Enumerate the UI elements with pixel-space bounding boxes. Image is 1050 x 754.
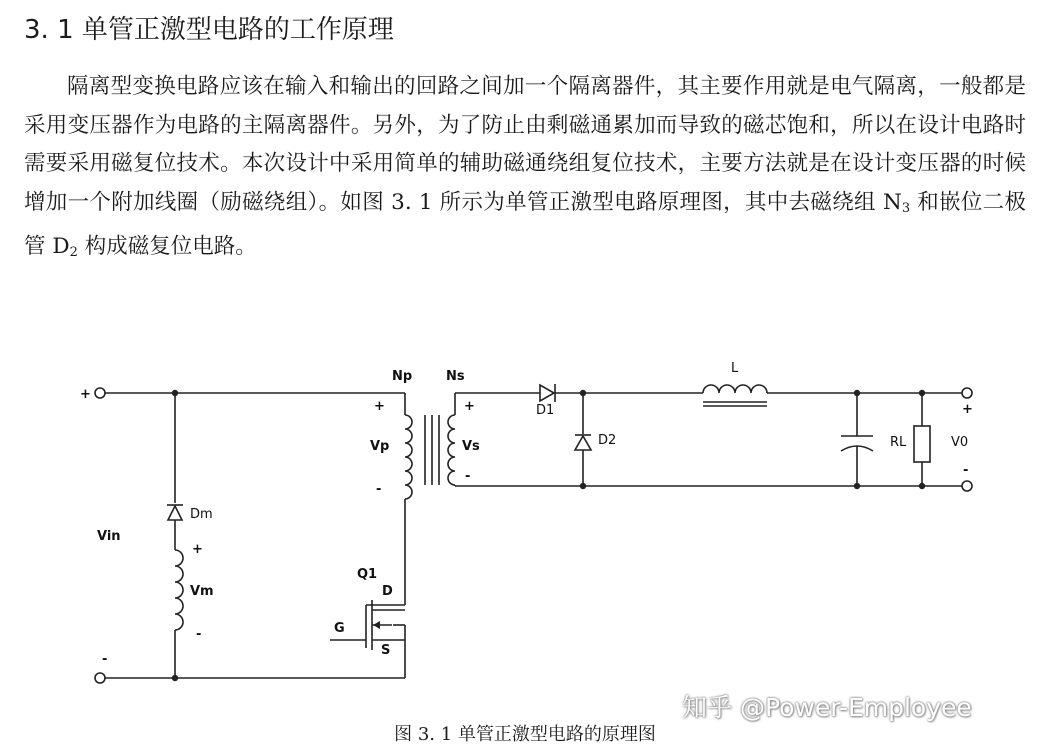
ns-plus-label: + [464, 399, 475, 414]
gate-label: G [334, 621, 345, 636]
input-minus-label: - [102, 652, 108, 667]
d2-symbol: $D_2$ [52, 234, 78, 260]
figure-caption: 图 3. 1 单管正激型电路的原理图 [394, 724, 656, 745]
n3-symbol: $N_3$ [883, 189, 911, 216]
vm-minus-label: - [196, 627, 202, 642]
output-minus-label: - [963, 463, 969, 478]
forward-converter-schematic [0, 350, 1050, 720]
np-minus-label: - [376, 482, 382, 497]
section-heading: 3. 1 单管正激型电路的工作原理 [24, 15, 394, 45]
source-label: S [381, 643, 391, 658]
d2-label: D2 [598, 433, 617, 448]
dm-label: Dm [190, 507, 213, 522]
vo-label: V0 [951, 435, 969, 450]
input-plus-label: + [80, 387, 91, 402]
vp-label: Vp [370, 439, 390, 454]
circuit-figure [0, 350, 1050, 720]
output-plus-label: + [962, 402, 973, 417]
paragraph-text-1: 隔离型变换电路应该在输入和输出的回路之间加一个隔离器件，其主要作用就是电气隔离，一般都是采用变压器作为电路的主隔离器件。另外，为了防止由剩磁通累加而导致的磁芯饱和，所以在设计电路时需要采用磁复位技术。本次设计中采用简单的辅助磁通绕组复位技术，主要方法就是在设计变压器的时候增加一个附加线圈（励磁绕组）。如图 3. 1 所示为单管正激型电路原理图，其中去磁绕组 [24, 74, 1026, 215]
vs-label: Vs [462, 439, 480, 454]
d1-label: D1 [536, 403, 555, 418]
np-label: Np [392, 369, 413, 384]
q1-label: Q1 [357, 567, 378, 582]
inductor-label: L [731, 361, 739, 376]
paragraph-text-3: 构成磁复位电路。 [77, 234, 257, 259]
vm-plus-label: + [192, 542, 203, 557]
ns-label: Ns [446, 369, 465, 384]
drain-label: D [382, 584, 393, 599]
np-plus-label: + [374, 399, 385, 414]
vin-label: Vin [97, 529, 121, 544]
ns-minus-label: - [465, 469, 471, 484]
paragraph-text-2: 和嵌位二极管 [24, 189, 1026, 259]
body-paragraph [24, 68, 1026, 273]
vm-label: Vm [190, 584, 214, 599]
rl-label: RL [890, 435, 907, 450]
watermark: 知乎 @Power-Employee [682, 693, 972, 722]
